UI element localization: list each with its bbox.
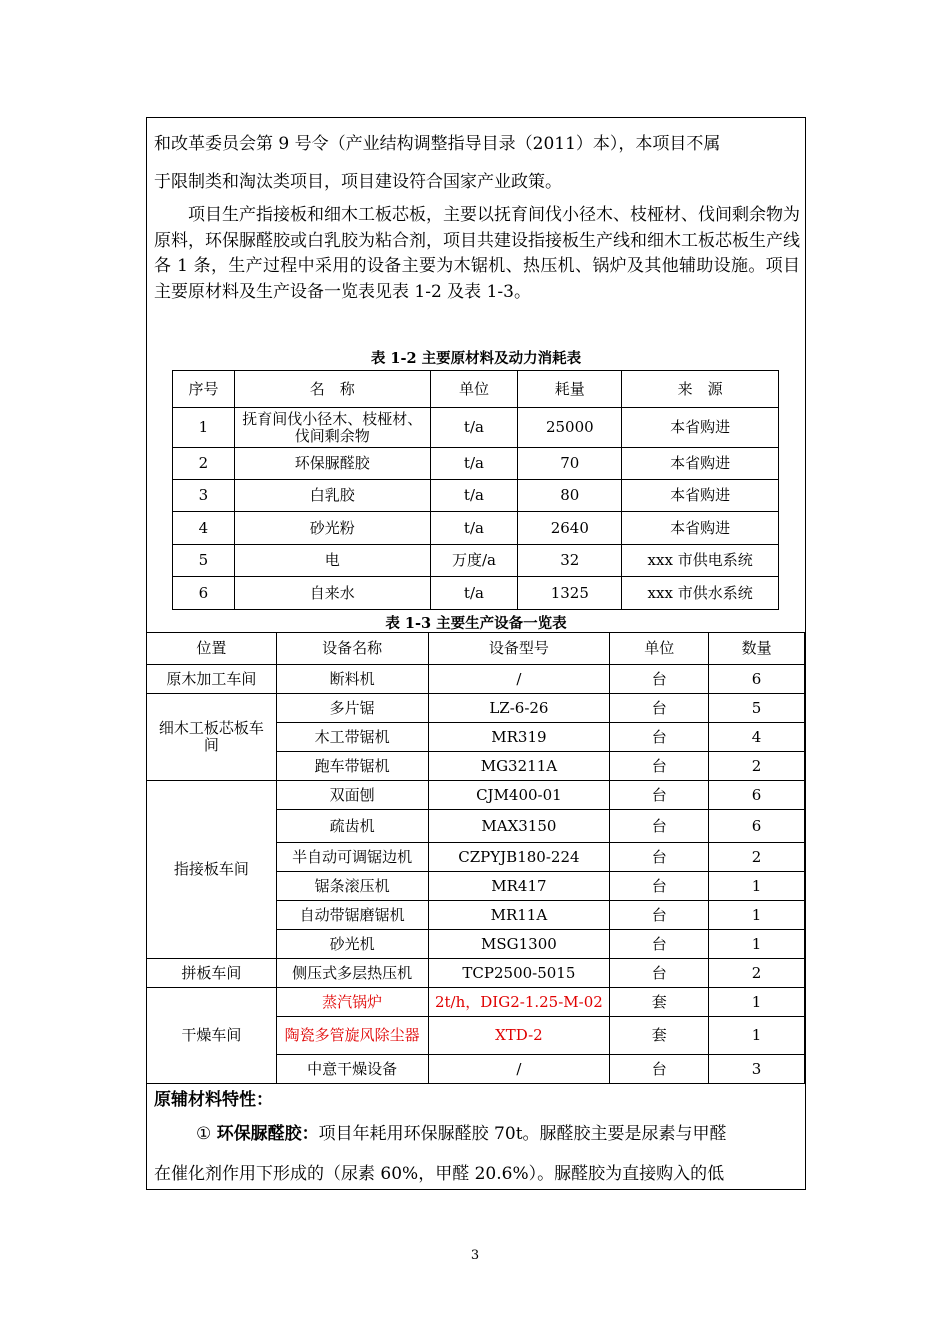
intro-line-1: 和改革委员会第 9 号令（产业结构调整指导目录（2011）本），本项目不属 xyxy=(154,134,721,154)
equipment-qty: 2 xyxy=(709,752,805,781)
table-row xyxy=(147,781,805,810)
equipment-model: MAX3150 xyxy=(428,810,610,843)
table-1-2-caption: 表 1-2 主要原材料及动力消耗表 xyxy=(370,350,582,367)
table-row xyxy=(147,694,805,723)
table-cell: 3 xyxy=(173,480,235,512)
table-cell: 4 xyxy=(173,512,235,545)
table-cell: 白乳胶 xyxy=(234,480,430,512)
equipment-name: 疏齿机 xyxy=(276,810,428,843)
properties-heading: 原辅材料特性： xyxy=(154,1090,273,1110)
equipment-qty: 5 xyxy=(709,694,805,723)
equipment-name: 半自动可调锯边机 xyxy=(276,843,428,872)
table-cell: 抚育间伐小径木、枝桠材、伐间剩余物 xyxy=(234,408,430,448)
location-cell: 原木加工车间 xyxy=(147,665,277,694)
equipment-name: 木工带锯机 xyxy=(276,723,428,752)
equipment-unit: 台 xyxy=(610,665,709,694)
table-cell: 砂光粉 xyxy=(234,512,430,545)
header-cell: 单位 xyxy=(610,633,709,665)
header-cell: 设备型号 xyxy=(428,633,610,665)
table-cell: t/a xyxy=(430,480,518,512)
table-cell: 5 xyxy=(173,545,235,577)
table-cell: 6 xyxy=(173,577,235,610)
item-text: 项目年耗用环保脲醛胶 70t。脲醛胶主要是尿素与甲醛 xyxy=(318,1124,727,1144)
equipment-name: 砂光机 xyxy=(276,930,428,959)
equipment-qty: 1 xyxy=(709,901,805,930)
equipment-model: MR417 xyxy=(428,872,610,901)
table-cell: 本省购进 xyxy=(622,408,779,448)
equipment-unit: 套 xyxy=(610,988,709,1017)
equipment-name: 蒸汽锅炉 xyxy=(276,988,428,1017)
table-row xyxy=(147,665,805,694)
location-cell: 干燥车间 xyxy=(147,988,277,1084)
equipment-qty: 2 xyxy=(709,959,805,988)
header-cell: 来 源 xyxy=(622,371,779,408)
table-cell: 环保脲醛胶 xyxy=(234,448,430,480)
table-row xyxy=(173,448,779,480)
table-cell: xxx 市供水系统 xyxy=(622,577,779,610)
equipment-qty: 1 xyxy=(709,1017,805,1055)
table-cell: 1325 xyxy=(518,577,622,610)
table-row xyxy=(147,988,805,1017)
equipment-qty: 6 xyxy=(709,781,805,810)
table-cell: 电 xyxy=(234,545,430,577)
equipment-qty: 4 xyxy=(709,723,805,752)
equipment-model: 2t/h，DIG2-1.25-M-02 xyxy=(428,988,610,1017)
page-number: 3 xyxy=(470,1248,480,1263)
table-cell: xxx 市供电系统 xyxy=(622,545,779,577)
equipment-qty: 1 xyxy=(709,930,805,959)
intro-paragraph-2: 项目生产指接板和细木工板芯板，主要以抚育间伐小径木、枝桠材、伐间剩余物为原料，环保脲醛胶或白乳胶为粘合剂，项目共建设指接板生产线和细木工板芯板生产线各 1 条，生产过程中采用的设备主要为木锯机、热压机、锅炉及其他辅助设施。项目主要原材料及生产设备一览表见表 1-2 及表 1-3。 xyxy=(154,205,800,302)
header-cell: 序号 xyxy=(173,371,235,408)
materials-table xyxy=(172,370,779,610)
equipment-model: MR319 xyxy=(428,723,610,752)
equipment-name: 跑车带锯机 xyxy=(276,752,428,781)
properties-item-1-line-2: 在催化剂作用下形成的（尿素 60%，甲醛 20.6%）。脲醛胶为直接购入的低 xyxy=(154,1164,725,1184)
equipment-model: XTD-2 xyxy=(428,1017,610,1055)
equipment-table xyxy=(146,632,805,1084)
location-cell: 细木工板芯板车间 xyxy=(147,694,277,781)
table-cell: 本省购进 xyxy=(622,448,779,480)
equipment-unit: 台 xyxy=(610,843,709,872)
table-cell: 本省购进 xyxy=(622,480,779,512)
equipment-model: / xyxy=(428,665,610,694)
header-cell: 设备名称 xyxy=(276,633,428,665)
equipment-name: 自动带锯磨锯机 xyxy=(276,901,428,930)
equipment-unit: 台 xyxy=(610,694,709,723)
table-cell: t/a xyxy=(430,577,518,610)
table-cell: 70 xyxy=(518,448,622,480)
table-row xyxy=(147,959,805,988)
equipment-name: 多片锯 xyxy=(276,694,428,723)
table-cell: 本省购进 xyxy=(622,512,779,545)
table-header-row xyxy=(147,633,805,665)
equipment-unit: 台 xyxy=(610,959,709,988)
equipment-model: LZ-6-26 xyxy=(428,694,610,723)
equipment-unit: 台 xyxy=(610,901,709,930)
equipment-qty: 6 xyxy=(709,665,805,694)
equipment-model: TCP2500-5015 xyxy=(428,959,610,988)
equipment-qty: 1 xyxy=(709,988,805,1017)
equipment-name: 断料机 xyxy=(276,665,428,694)
header-cell: 位置 xyxy=(147,633,277,665)
location-cell: 指接板车间 xyxy=(147,781,277,959)
equipment-model: / xyxy=(428,1055,610,1084)
item-title: 环保脲醛胶： xyxy=(216,1124,319,1144)
table-cell: t/a xyxy=(430,448,518,480)
equipment-name: 双面刨 xyxy=(276,781,428,810)
equipment-model: MG3211A xyxy=(428,752,610,781)
equipment-qty: 6 xyxy=(709,810,805,843)
table-cell: t/a xyxy=(430,512,518,545)
equipment-model: CJM400-01 xyxy=(428,781,610,810)
equipment-unit: 台 xyxy=(610,781,709,810)
header-cell: 耗量 xyxy=(518,371,622,408)
table-header-row xyxy=(173,371,779,408)
intro-line-2: 于限制类和淘汰类项目，项目建设符合国家产业政策。 xyxy=(154,172,562,192)
equipment-unit: 台 xyxy=(610,872,709,901)
header-cell: 数量 xyxy=(709,633,805,665)
equipment-qty: 2 xyxy=(709,843,805,872)
equipment-unit: 台 xyxy=(610,1055,709,1084)
equipment-name: 陶瓷多管旋风除尘器 xyxy=(276,1017,428,1055)
table-cell: 2640 xyxy=(518,512,622,545)
header-cell: 名 称 xyxy=(234,371,430,408)
item-marker: ① xyxy=(196,1124,217,1144)
table-cell: 80 xyxy=(518,480,622,512)
table-row xyxy=(173,545,779,577)
equipment-name: 锯条滚压机 xyxy=(276,872,428,901)
equipment-unit: 套 xyxy=(610,1017,709,1055)
equipment-model: MR11A xyxy=(428,901,610,930)
equipment-unit: 台 xyxy=(610,752,709,781)
table-cell: 万度/a xyxy=(430,545,518,577)
properties-item-1 xyxy=(154,1122,800,1147)
table-cell: 32 xyxy=(518,545,622,577)
table-cell: t/a xyxy=(430,408,518,448)
table-cell: 自来水 xyxy=(234,577,430,610)
equipment-unit: 台 xyxy=(610,810,709,843)
equipment-qty: 3 xyxy=(709,1055,805,1084)
location-cell: 拼板车间 xyxy=(147,959,277,988)
table-row xyxy=(173,577,779,610)
table-cell: 25000 xyxy=(518,408,622,448)
table-row xyxy=(173,512,779,545)
equipment-unit: 台 xyxy=(610,723,709,752)
table-cell: 2 xyxy=(173,448,235,480)
equipment-model: MSG1300 xyxy=(428,930,610,959)
table-1-3-caption: 表 1-3 主要生产设备一览表 xyxy=(385,615,567,632)
equipment-name: 侧压式多层热压机 xyxy=(276,959,428,988)
equipment-unit: 台 xyxy=(610,930,709,959)
header-cell: 单位 xyxy=(430,371,518,408)
equipment-qty: 1 xyxy=(709,872,805,901)
table-row xyxy=(173,480,779,512)
table-row xyxy=(173,408,779,448)
table-cell: 1 xyxy=(173,408,235,448)
equipment-model: CZPYJB180-224 xyxy=(428,843,610,872)
equipment-name: 中意干燥设备 xyxy=(276,1055,428,1084)
